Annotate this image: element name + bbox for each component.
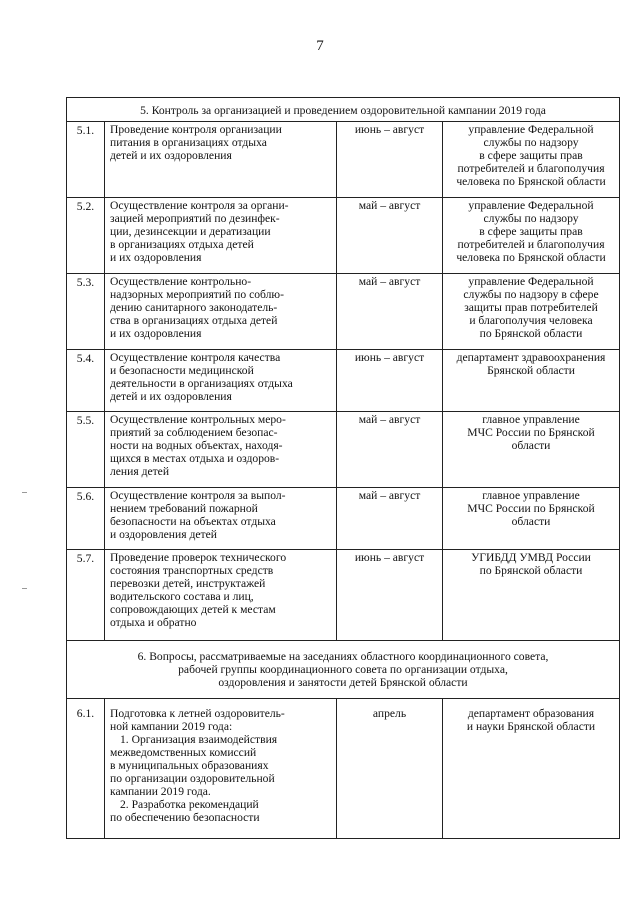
responsible-line: главное управление — [482, 489, 580, 502]
task-line: Проведение проверок технического — [110, 551, 287, 564]
task-line: в муниципальных образованиях — [110, 759, 269, 772]
table-row — [67, 274, 620, 350]
row-number: 5.7. — [67, 550, 105, 641]
responsible-line: в сфере защиты прав — [479, 225, 583, 238]
task-line: ции, дезинсекции и дератизации — [110, 225, 271, 238]
responsible-line: департамент образования — [467, 707, 595, 720]
responsible-line: потребителей и благополучия — [457, 238, 605, 251]
term-cell: июнь – август — [337, 122, 443, 198]
table-row — [67, 198, 620, 274]
responsible-cell — [443, 699, 620, 839]
task-line: ления детей — [110, 465, 170, 478]
task-line: Осуществление контроля за органи- — [110, 199, 289, 212]
task-line: кампании 2019 года. — [110, 785, 211, 798]
term-cell: апрель — [337, 699, 443, 839]
task-line: и оздоровления детей — [110, 528, 217, 541]
task-line: и безопасности медицинской — [110, 364, 254, 377]
responsible-line: защиты прав потребителей — [464, 301, 598, 314]
task-cell — [105, 488, 337, 550]
responsible-line: управление Федеральной — [468, 123, 594, 136]
section-5-header: 5. Контроль за организацией и проведением оздоровительной кампании 2019 года — [67, 98, 620, 122]
task-line: в организациях отдыха детей — [110, 238, 254, 251]
task-line: надзорных мероприятий по соблю- — [110, 288, 284, 301]
task-line: дению санитарного законодатель- — [110, 301, 278, 314]
task-line: Проведение контроля организации — [110, 123, 282, 136]
task-line: 2. Разработка рекомендаций — [120, 798, 259, 811]
responsible-line: в сфере защиты прав — [479, 149, 583, 162]
responsible-cell — [443, 550, 620, 641]
responsible-cell — [443, 274, 620, 350]
scan-mark — [22, 492, 27, 493]
task-line: детей и их оздоровления — [110, 149, 232, 162]
task-line: Осуществление контроля качества — [110, 351, 281, 364]
task-cell — [105, 550, 337, 641]
row-number: 5.5. — [67, 412, 105, 488]
responsible-line: УГИБДД УМВД России — [471, 551, 591, 564]
responsible-line: управление Федеральной — [468, 275, 594, 288]
section-6-header-row — [67, 641, 620, 699]
responsible-line: человека по Брянской области — [456, 251, 606, 264]
task-line: детей и их оздоровления — [110, 390, 232, 403]
responsible-line: службы по надзору — [483, 136, 579, 149]
task-line: перевозки детей, инструктажей — [110, 577, 266, 590]
responsible-cell — [443, 412, 620, 488]
table-row — [67, 122, 620, 198]
task-line: сопровождающих детей к местам — [110, 603, 276, 616]
row-number: 6.1. — [67, 699, 105, 839]
responsible-line: и благополучия человека — [469, 314, 593, 327]
table-row — [67, 550, 620, 641]
responsible-line: и науки Брянской области — [466, 720, 596, 733]
task-cell — [105, 122, 337, 198]
table-row — [67, 488, 620, 550]
section-5-header-row — [67, 98, 620, 122]
task-cell — [105, 350, 337, 412]
task-line: Осуществление контрольных меро- — [110, 413, 286, 426]
section-6-header — [67, 641, 620, 699]
task-line: ной кампании 2019 года: — [110, 720, 233, 733]
row-number: 5.3. — [67, 274, 105, 350]
task-line: приятий за соблюдением безопас- — [110, 426, 278, 439]
task-line: безопасности на объектах отдыха — [110, 515, 276, 528]
responsible-line: департамент здравоохранения — [456, 351, 606, 364]
responsible-line: службы по надзору — [483, 212, 579, 225]
table-row — [67, 412, 620, 488]
plan-table — [66, 97, 620, 839]
task-cell — [105, 412, 337, 488]
responsible-line: области — [511, 439, 551, 452]
task-line: и их оздоровления — [110, 251, 202, 264]
task-cell — [105, 699, 337, 839]
term-cell: май – август — [337, 274, 443, 350]
task-line: межведомственных комиссий — [110, 746, 257, 759]
term-cell: май – август — [337, 412, 443, 488]
responsible-cell — [443, 488, 620, 550]
task-line: Подготовка к летней оздоровитель- — [110, 707, 285, 720]
table-row — [67, 350, 620, 412]
responsible-cell — [443, 198, 620, 274]
task-cell — [105, 274, 337, 350]
table-row — [67, 699, 620, 839]
row-number: 5.2. — [67, 198, 105, 274]
responsible-cell — [443, 122, 620, 198]
row-number: 5.4. — [67, 350, 105, 412]
responsible-line: потребителей и благополучия — [457, 162, 605, 175]
responsible-line: по Брянской области — [479, 327, 583, 340]
task-line: деятельности в организациях отдыха — [110, 377, 293, 390]
task-line: состояния транспортных средств — [110, 564, 274, 577]
term-cell: май – август — [337, 198, 443, 274]
task-line: ства в организациях отдыха детей — [110, 314, 278, 327]
row-number: 5.6. — [67, 488, 105, 550]
task-line: зацией мероприятий по дезинфек- — [110, 212, 280, 225]
scan-mark — [22, 588, 27, 589]
task-line: отдыха и обратно — [110, 616, 197, 629]
responsible-cell — [443, 350, 620, 412]
term-cell: май – август — [337, 488, 443, 550]
section-6-header-line: рабочей группы координационного совета по организации отдыха, — [178, 663, 508, 676]
task-line: питания в организациях отдыха — [110, 136, 267, 149]
task-line: щихся в местах отдыха и оздоров- — [110, 452, 280, 465]
page-number: 7 — [316, 38, 324, 54]
responsible-line: службы по надзору в сфере — [463, 288, 599, 301]
section-6-header-line: оздоровления и занятости детей Брянской области — [218, 676, 468, 689]
task-cell — [105, 198, 337, 274]
responsible-line: по Брянской области — [479, 564, 583, 577]
task-line: 1. Организация взаимодействия — [120, 733, 278, 746]
task-line: водительского состава и лиц, — [110, 590, 254, 603]
task-line: по обеспечению безопасности — [110, 811, 260, 824]
task-line: Осуществление контрольно- — [110, 275, 252, 288]
responsible-line: МЧС России по Брянской — [467, 502, 595, 515]
responsible-line: управление Федеральной — [468, 199, 594, 212]
responsible-line: Брянской области — [487, 364, 575, 377]
task-line: и их оздоровления — [110, 327, 202, 340]
task-line: Осуществление контроля за выпол- — [110, 489, 286, 502]
responsible-line: области — [511, 515, 551, 528]
task-line: ности на водных объектах, находя- — [110, 439, 283, 452]
term-cell: июнь – август — [337, 350, 443, 412]
row-number: 5.1. — [67, 122, 105, 198]
responsible-line: главное управление — [482, 413, 580, 426]
responsible-line: человека по Брянской области — [456, 175, 606, 188]
task-line: нением требований пожарной — [110, 502, 258, 515]
section-6-header-line: 6. Вопросы, рассматриваемые на заседаниях областного координационного совета, — [137, 650, 549, 663]
responsible-line: МЧС России по Брянской — [467, 426, 595, 439]
term-cell: июнь – август — [337, 550, 443, 641]
task-line: по организации оздоровительной — [110, 772, 275, 785]
